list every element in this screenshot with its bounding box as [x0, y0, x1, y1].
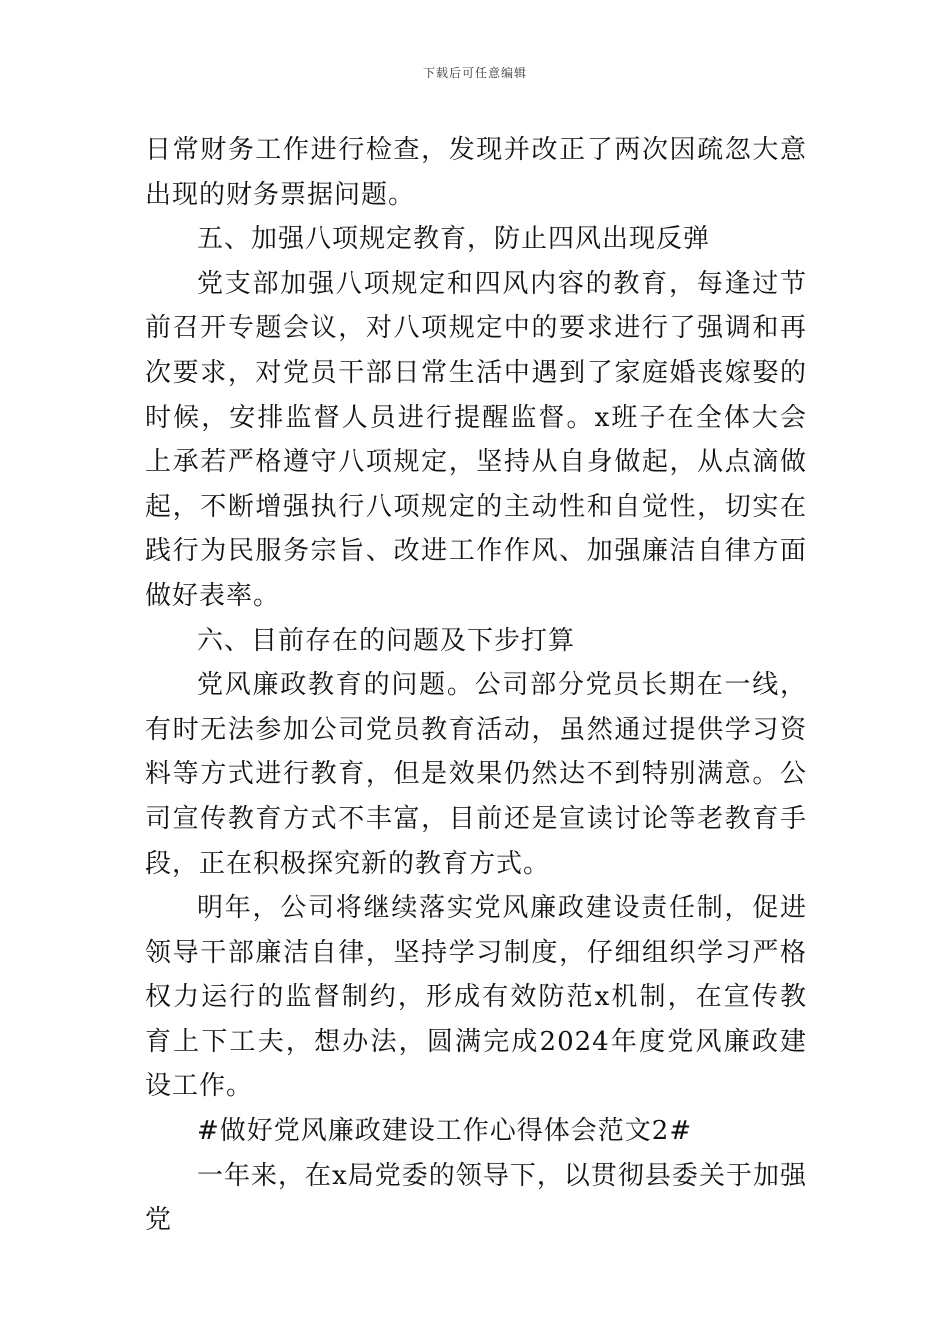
section-heading-5: 五、加强八项规定教育，防止四风出现反弹 [197, 224, 711, 255]
document-body [145, 128, 807, 1243]
page-header: 下载后可任意编辑 [422, 66, 527, 80]
article-title-2: #做好党风廉政建设工作心得体会范文2# [197, 1116, 693, 1147]
paragraph-problems: 党风廉政教育的问题。公司部分党员长期在一线，有时无法参加公司党员教育活动，虽然通过提供学习资料等方式进行教育，但是效果仍然达不到特别满意。公司宣传教育方式不丰富，目前还是宣读讨论等老教育手段，正在积极探究新的教育方式。 [145, 670, 807, 879]
section-heading-6: 六、目前存在的问题及下步打算 [197, 625, 576, 656]
paragraph-continuation: 日常财务工作进行检查，发现并改正了两次因疏忽大意出现的财务票据问题。 [145, 135, 807, 210]
paragraph-next-year: 明年，公司将继续落实党风廉政建设责任制，促进领导干部廉洁自律，坚持学习制度，仔细组织学习严格权力运行的监督制约，形成有效防范x机制，在宣传教育上下工夫，想办法，圆满完成2024年度党风廉政建设工作。 [145, 893, 807, 1102]
paragraph-eight-rules: 党支部加强八项规定和四风内容的教育，每逢过节前召开专题会议，对八项规定中的要求进行了强调和再次要求，对党员干部日常生活中遇到了家庭婚丧嫁娶的时候，安排监督人员进行提醒监督。x班子在全体大会上承若严格遵守八项规定，坚持从自身做起，从点滴做起，不断增强执行八项规定的主动性和自觉性，切实在践行为民服务宗旨、改进工作作风、加强廉洁自律方面做好表率。 [145, 268, 807, 611]
paragraph-opening: 一年来，在x局党委的领导下，以贯彻县委关于加强党 [145, 1160, 807, 1236]
